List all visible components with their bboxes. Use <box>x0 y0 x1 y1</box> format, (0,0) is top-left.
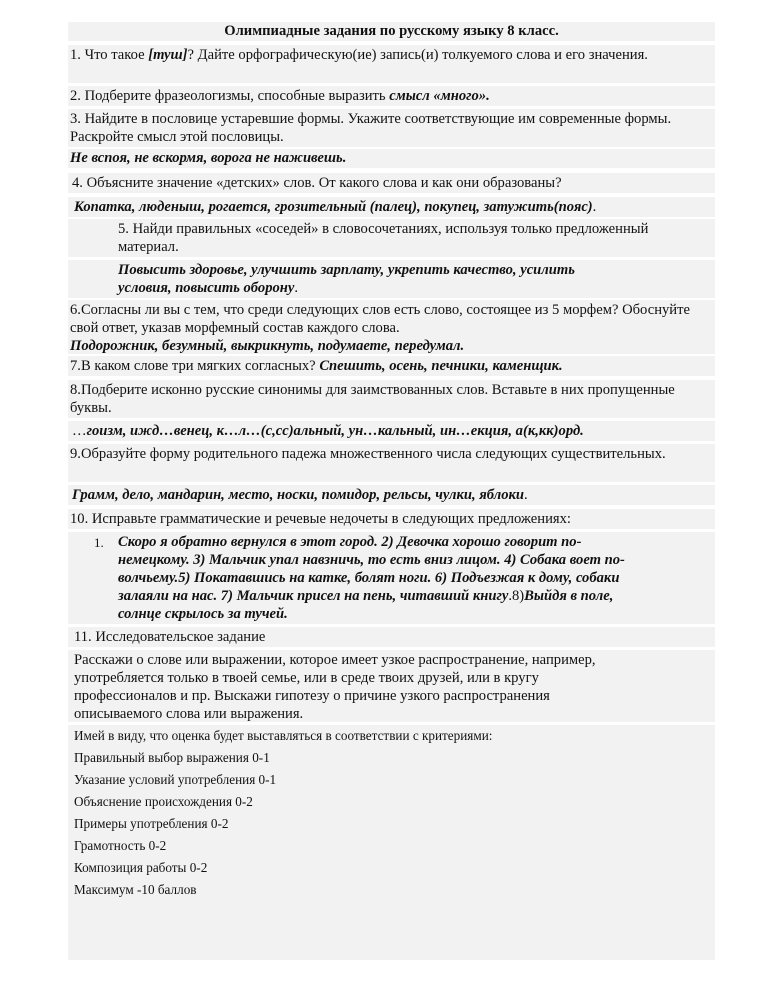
question-10-block <box>68 509 715 529</box>
sentences-line-3: волчьему.5) Покатавшись на катке, болят ноги. 6) Подъезжая к дому, собаки <box>118 570 620 586</box>
question-4-block <box>68 173 715 193</box>
question-8-words-block <box>68 421 715 441</box>
question-3-proverb: Не вспоя, не вскормя, ворога не наживешь. <box>70 150 347 166</box>
question-1: 1. Что такое [туш]? Дайте орфографическую(ие) запись(и) толкуемого слова и его значения. <box>70 47 648 63</box>
question-11-line-1: Расскажи о слове или выражении, которое имеет узкое распространение, например, <box>74 652 596 668</box>
question-10: 10. Исправьте грамматические и речевые недочеты в следующих предложениях: <box>70 511 571 527</box>
sentences-line-1: Скоро я обратно вернулся в этот город. 2) Девочка хорошо говорит по- <box>118 534 582 550</box>
criteria-item: Правильный выбор выражения 0-1 <box>74 750 270 765</box>
question-6: 6.Согласны ли вы с тем, что среди следующих слов есть слово, состоящее из 5 морфем? Обоснуйте свой ответ, указав морфемный состав каждого слова. <box>70 302 690 336</box>
question-2-emphasis: смысл «много». <box>389 88 490 104</box>
question-1-block <box>68 45 715 83</box>
question-3-proverb-block <box>68 149 715 168</box>
question-9-block <box>68 444 715 482</box>
list-number: 1. <box>94 535 104 550</box>
question-11-line-2: употребляется только в твоей семье, или в среде твоих друзей, или в кругу <box>74 670 539 686</box>
sentences-line-4: залаяли на нас. 7) Мальчик присел на пень, читавший книгу.8)Выйдя в поле, <box>118 588 614 604</box>
question-11-title: 11. Исследовательское задание <box>74 629 266 645</box>
criteria-item: Указание условий употребления 0-1 <box>74 772 277 787</box>
question-8: 8.Подберите исконно русские синонимы для заимствованных слов. Вставьте в них пропущенные буквы. <box>70 382 675 416</box>
question-8-words: …гоизм, ижд…венец, к…л…(с,сс)альный, ун…кальный, ин…екция, а(к,кк)орд. <box>72 423 584 439</box>
question-11-line-4: описываемого слова или выражения. <box>74 706 304 722</box>
question-5-phrases-block <box>68 260 715 298</box>
sentences-line-2: немецкому. 3) Мальчик упал навзничь, то есть вниз лицом. 4) Собака воет по- <box>118 552 625 568</box>
criteria-block <box>68 725 715 960</box>
page-title: Олимпиадные задания по русскому языку 8 класс. <box>224 23 559 39</box>
question-10-sentences-block <box>68 532 715 624</box>
criteria-item: Грамотность 0-2 <box>74 838 167 853</box>
question-2: 2. Подберите фразеологизмы, способные выразить смысл «много». <box>70 88 490 104</box>
question-3-block <box>68 109 715 147</box>
question-4-words: Копатка, люденыш, рогается, грозительный (палец), покупец, затужить(пояс). <box>74 199 597 215</box>
question-11-line-3: профессионалов и пр. Выскажи гипотезу о причине узкого распространения <box>74 688 550 704</box>
sentences-line-5: солнце скрылось за тучей. <box>118 606 288 622</box>
question-2-block <box>68 86 715 106</box>
question-1-word: [туш] <box>148 47 188 63</box>
question-9: 9.Образуйте форму родительного падежа множественного числа следующих существительных. <box>70 446 666 462</box>
question-5-block <box>68 219 715 257</box>
criteria-intro: Имей в виду, что оценка будет выставляться в соответствии с критериями: <box>74 728 493 743</box>
criteria-item: Примеры употребления 0-2 <box>74 816 229 831</box>
question-9-words: Грамм, дело, мандарин, место, носки, помидор, рельсы, чулки, яблоки. <box>72 487 528 503</box>
question-8-block <box>68 380 715 418</box>
title-block <box>68 22 715 41</box>
question-6-block <box>68 300 715 354</box>
criteria-item: Объяснение происхождения 0-2 <box>74 794 253 809</box>
question-7-block <box>68 356 715 376</box>
question-11-title-block <box>68 627 715 647</box>
question-5-phrases-line-2: условия, повысить оборону. <box>118 280 299 296</box>
criteria-item: Композиция работы 0-2 <box>74 860 208 875</box>
question-5-phrases-line-1: Повысить здоровье, улучшить зарплату, укрепить качество, усилить <box>118 262 575 278</box>
question-11-block <box>68 650 715 722</box>
question-5: 5. Найди правильных «соседей» в словосочетаниях, используя только предложенный материал. <box>118 221 649 255</box>
criteria-item-total: Максимум -10 баллов <box>74 882 197 897</box>
question-7: 7.В каком слове три мягких согласных? Спешить, осень, печники, каменщик. <box>70 358 563 374</box>
question-4-words-block <box>68 197 715 217</box>
question-4: 4. Объясните значение «детских» слов. От какого слова и как они образованы? <box>72 175 562 191</box>
question-3: 3. Найдите в пословице устаревшие формы. Укажите соответствующие им современные формы. Раскройте смысл этой пословицы. <box>70 111 672 145</box>
question-6-words: Подорожник, безумный, выкрикнуть, подумаете, передумал. <box>70 338 465 354</box>
question-9-words-block <box>68 485 715 505</box>
